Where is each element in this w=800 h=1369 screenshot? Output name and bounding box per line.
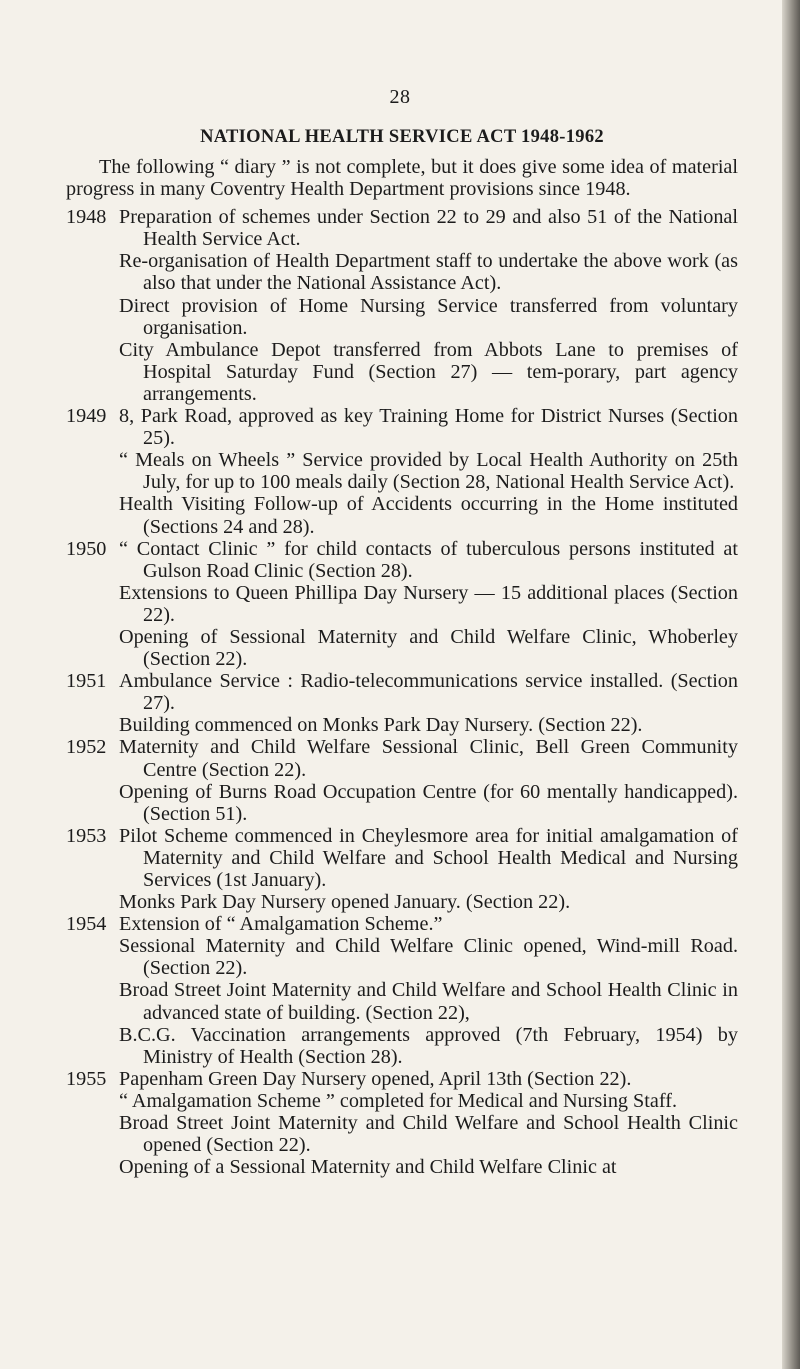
year-label: 1949 — [66, 405, 107, 428]
year-label: 1955 — [66, 1067, 107, 1090]
year-entries — [119, 825, 738, 913]
diary-entry: Extension of “ Amalgamation Scheme.” — [119, 913, 443, 936]
diary-entry: Extensions to Queen Phillipa Day Nursery — 15 additional places (Section 22). — [119, 581, 738, 626]
diary-entry: Ambulance Service : Radio-telecommunications service installed. (Section 27). — [119, 670, 738, 715]
year-label: 1950 — [66, 537, 107, 560]
diary-entry: “ Meals on Wheels ” Service provided by Local Health Authority on 25th July, for up to 100 meals daily (Section 28, National Health Service Act). — [119, 449, 738, 494]
year-label: 1953 — [66, 824, 107, 847]
diary-entry: Direct provision of Home Nursing Service transferred from voluntary organisation. — [119, 294, 738, 339]
year-label: 1954 — [66, 913, 107, 936]
diary-entry: Monks Park Day Nursery opened January. (Section 22). — [119, 891, 571, 914]
year-block-1951 — [66, 670, 738, 736]
intro-paragraph: The following “ diary ” is not complete, but it does give some idea of material progress in many Coventry Health Department provisions since 1948. — [66, 156, 738, 201]
diary-entry: Opening of Sessional Maternity and Child Welfare Clinic, Whoberley (Section 22). — [119, 625, 738, 671]
document-title: NATIONAL HEALTH SERVICE ACT 1948-1962 — [200, 127, 604, 147]
document-body — [66, 124, 738, 1178]
diary-entry: Opening of Burns Road Occupation Centre (for 60 mentally handicapped). (Section 51). — [119, 780, 738, 825]
year-entries — [119, 405, 738, 538]
year-list — [66, 206, 738, 1178]
year-block-1954 — [66, 913, 738, 1068]
diary-entry: Broad Street Joint Maternity and Child Welfare and School Health Clinic opened (Section 22). — [119, 1112, 738, 1157]
diary-entry: 8, Park Road, approved as key Training Home for District Nurses (Section 25). — [119, 405, 738, 450]
diary-entry: “ Contact Clinic ” for child contacts of tuberculous persons instituted at Gulson Road Clinic (Section 28). — [119, 537, 738, 582]
diary-entry: Health Visiting Follow-up of Accidents occurring in the Home instituted (Sections 24 and 28). — [119, 493, 738, 538]
year-label: 1951 — [66, 670, 107, 693]
year-label: 1952 — [66, 736, 107, 759]
year-entries — [119, 538, 738, 671]
diary-entry: Preparation of schemes under Section 22 to 29 and also 51 of the National Health Service Act. — [119, 206, 738, 251]
year-entries — [119, 1068, 738, 1178]
diary-entry: B.C.G. Vaccination arrangements approved (7th February, 1954) by Ministry of Health (Section 28). — [119, 1023, 738, 1068]
diary-entry: Maternity and Child Welfare Sessional Clinic, Bell Green Community Centre (Section 22). — [119, 736, 738, 781]
diary-entry: Broad Street Joint Maternity and Child Welfare and School Health Clinic in advanced state of building. (Section 22), — [119, 979, 738, 1024]
diary-entry: Pilot Scheme commenced in Cheylesmore area for initial amalgamation of Maternity and Child Welfare and School Health Medical and Nursing Services (1st January). — [119, 824, 738, 891]
year-entries — [119, 913, 738, 1068]
diary-entry: “ Amalgamation Scheme ” completed for Medical and Nursing Staff. — [119, 1089, 677, 1112]
year-entries — [119, 670, 738, 736]
year-block-1955 — [66, 1068, 738, 1178]
diary-entry: Building commenced on Monks Park Day Nursery. (Section 22). — [119, 714, 643, 737]
diary-entry: City Ambulance Depot transferred from Abbots Lane to premises of Hospital Saturday Fund (Section 27) — tem-porary, part agency arrangements. — [119, 338, 738, 405]
page-number: 28 — [389, 86, 411, 108]
diary-entry: Re-organisation of Health Department staff to undertake the above work (as also that under the National Assistance Act). — [119, 250, 738, 295]
year-entries — [119, 206, 738, 405]
year-block-1948 — [66, 206, 738, 405]
year-block-1949 — [66, 405, 738, 538]
diary-entry: Sessional Maternity and Child Welfare Clinic opened, Wind-mill Road. (Section 22). — [119, 935, 738, 980]
year-block-1952 — [66, 736, 738, 824]
year-block-1950 — [66, 538, 738, 671]
diary-entry: Opening of a Sessional Maternity and Child Welfare Clinic at — [119, 1156, 617, 1179]
diary-entry: Papenham Green Day Nursery opened, April 13th (Section 22). — [119, 1067, 632, 1090]
year-entries — [119, 736, 738, 824]
page-edge-shadow — [782, 0, 800, 1369]
year-label: 1948 — [66, 206, 107, 229]
year-block-1953 — [66, 825, 738, 913]
